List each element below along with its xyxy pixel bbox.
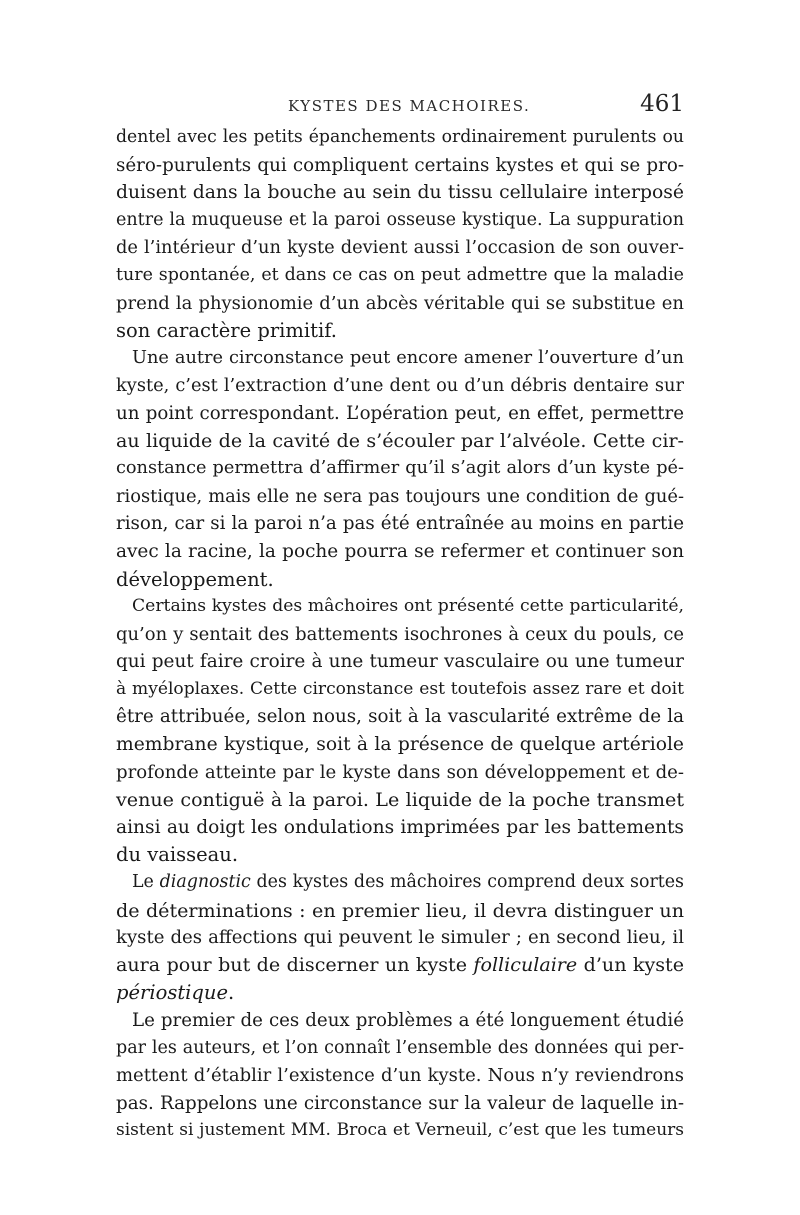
text-line: Certains kystes des mâchoires ont présenté cette particularité,: [132, 596, 684, 617]
text-line: kyste, c’est l’extraction d’une dent ou d’un débris dentaire sur: [116, 375, 684, 397]
text-line: duisent dans la bouche au sein du tissu cellulaire interposé: [116, 182, 684, 204]
text-line: sistent si justement MM. Broca et Verneuil, c’est que les tumeurs: [116, 1120, 684, 1141]
text-line: [116, 952, 684, 980]
text-run: .: [227, 981, 235, 1005]
text-line: [116, 869, 684, 897]
text-line: développement.: [116, 567, 274, 591]
text-line: ture spontanée, et dans ce cas on peut admettre que la maladie: [116, 264, 684, 285]
text-line: ainsi au doigt les ondulations imprimées par les battements: [116, 816, 684, 838]
text-line: [116, 979, 684, 1007]
text-line: rison, car si la paroi n’a pas été entraînée au moins en partie: [116, 513, 684, 535]
text-line: du vaisseau.: [116, 843, 239, 867]
text-line: à myéloplaxes. Cette circonstance est toutefois assez rare et doit: [116, 678, 684, 699]
text-line: constance permettra d’affirmer qu’il s’agit alors d’un kyste pé-: [116, 458, 684, 479]
text-line: un point correspondant. L’opération peut, en effet, permettre: [116, 402, 684, 424]
text-line: Le premier de ces deux problèmes a été longuement étudié: [132, 1010, 684, 1031]
text-line: de déterminations : en premier lieu, il devra distinguer un: [116, 898, 684, 922]
text-line: dentel avec les petits épanchements ordinairement purulents ou: [116, 127, 684, 147]
italic-term-periostique: périostique: [116, 981, 228, 1005]
text-line: riostique, mais elle ne sera pas toujours une condition de gué-: [116, 485, 684, 507]
text-line: pas. Rappelons une circonstance sur la valeur de laquelle in-: [116, 1092, 684, 1114]
text-line: entre la muqueuse et la paroi osseuse kystique. La suppuration: [116, 209, 684, 230]
text-line: prend la physionomie d’un abcès véritable qui se substitue en: [116, 292, 684, 314]
text-run: aura pour but de discerner un kyste: [116, 953, 474, 976]
text-line: son caractère primitif.: [116, 319, 337, 343]
text-line: Une autre circonstance peut encore amener l’ouverture d’un: [132, 347, 684, 368]
text-line: qu’on y sentait des battements isochrones à ceux du pouls, ce: [116, 623, 684, 645]
text-line: venue contiguë à la paroi. Le liquide de la poche transmet: [116, 788, 684, 812]
text-line: membrane kystique, soit à la présence de quelque artériole: [116, 734, 684, 756]
italic-term-diagnostic: diagnostic: [159, 872, 251, 893]
text-line: de l’intérieur d’un kyste devient aussi l’occasion de son ouver-: [116, 237, 684, 259]
body-text: [116, 124, 684, 1145]
text-run: d’un kyste: [577, 953, 684, 976]
text-line: qui peut faire croire à une tumeur vasculaire ou une tumeur: [116, 651, 684, 673]
text-line: au liquide de la cavité de s’écouler par l’alvéole. Cette cir-: [116, 429, 684, 452]
text-line: profonde atteinte par le kyste dans son développement et de-: [116, 761, 684, 783]
text-line: avec la racine, la poche pourra se refermer et continuer son: [116, 540, 684, 562]
running-head: [116, 91, 684, 123]
running-title: KYSTES DES MACHOIRES.: [288, 97, 531, 115]
text-run: Le: [132, 872, 160, 893]
page-number: 461: [640, 91, 684, 117]
text-line: mettent d’établir l’existence d’un kyste. Nous n’y reviendrons: [116, 1065, 684, 1087]
text-line: être attribuée, selon nous, soit à la vascularité extrême de la: [116, 706, 684, 728]
text-run: des kystes des mâchoires comprend deux sortes: [250, 872, 684, 893]
italic-term-folliculaire: folliculaire: [473, 953, 578, 976]
text-line: séro-purulents qui compliquent certains kystes et qui se pro-: [116, 154, 684, 176]
text-line: par les auteurs, et l’on connaît l’ensemble des données qui per-: [116, 1037, 684, 1058]
text-line: kyste des affections qui peuvent le simuler ; en second lieu, il: [116, 927, 684, 949]
